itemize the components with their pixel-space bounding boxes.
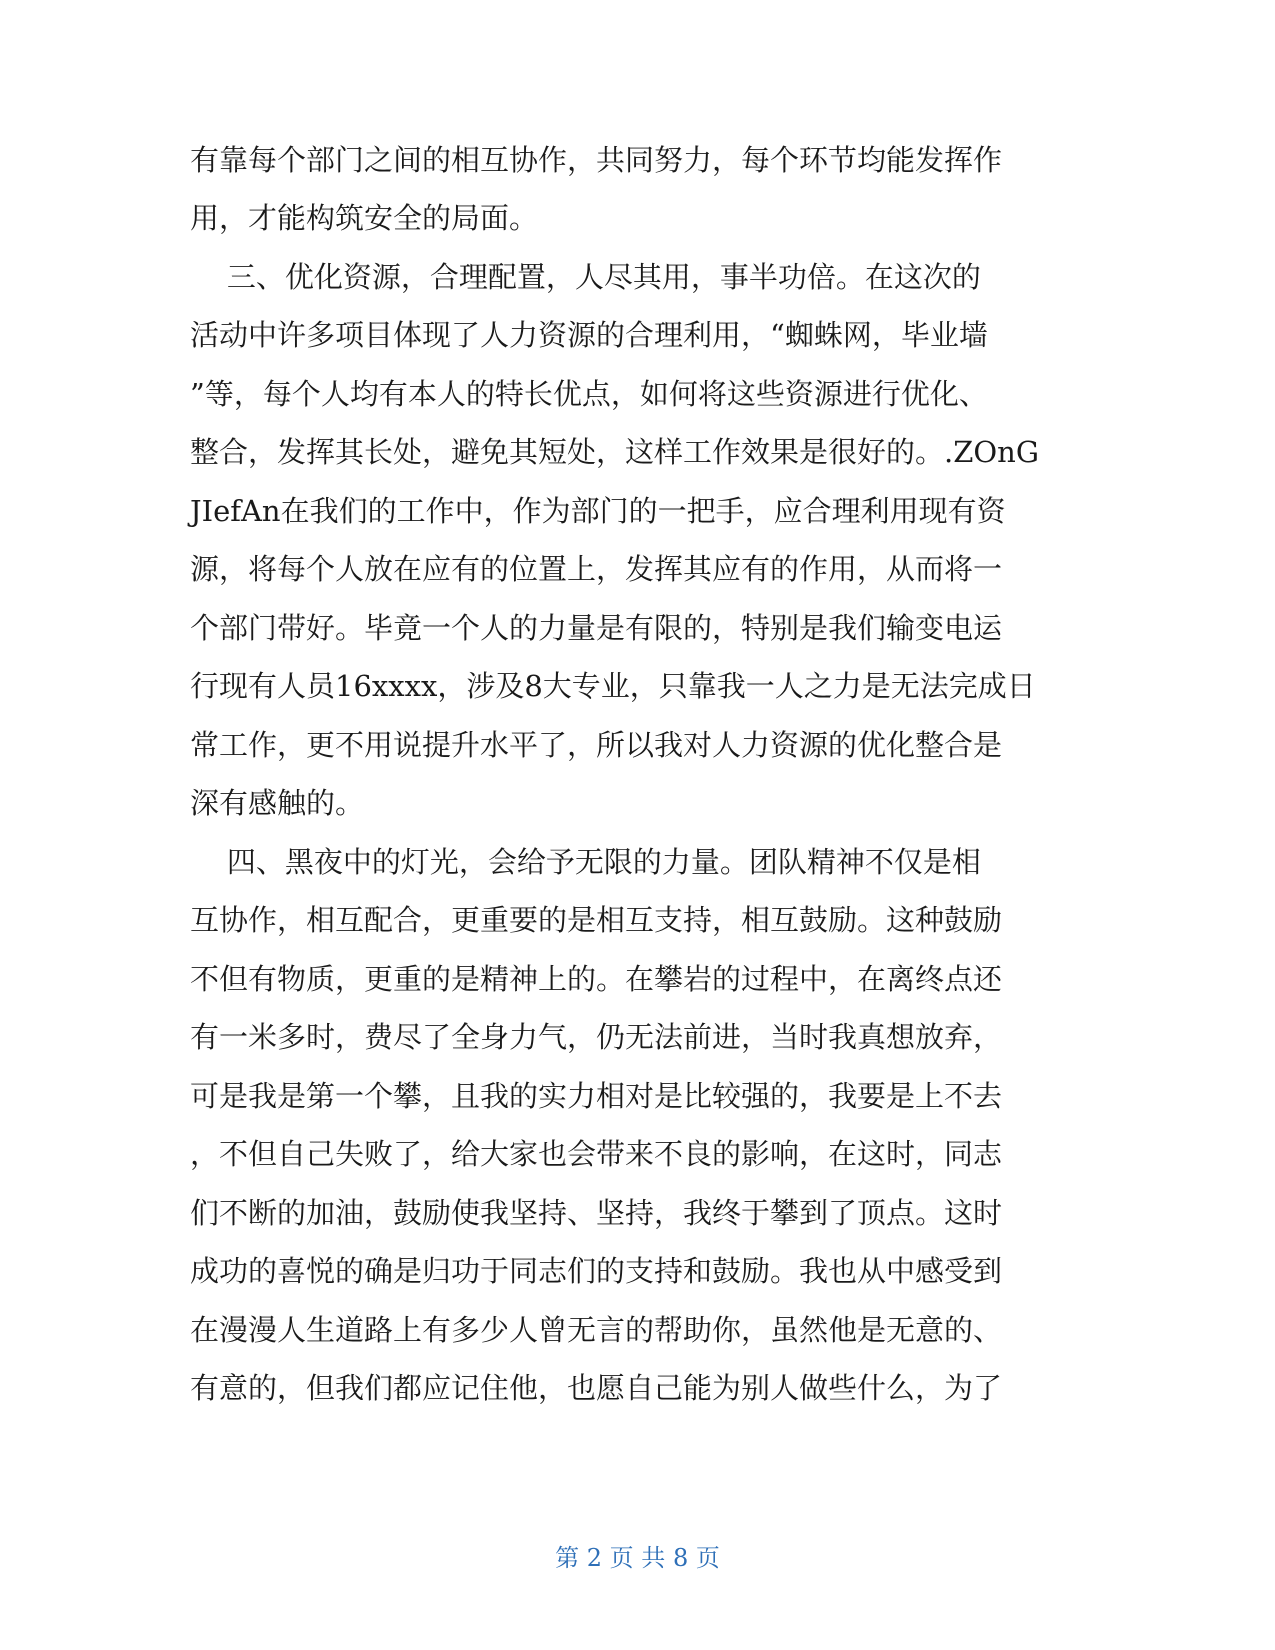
text-line: 在漫漫人生道路上有多少人曾无言的帮助你，虽然他是无意的、 [190,1313,1003,1347]
text-line: 活动中许多项目体现了人力资源的合理利用，“蜘蛛网，毕业墙 [190,318,988,352]
text-line: 个部门带好。毕竟一个人的力量是有限的，特别是我们输变电运 [190,611,1003,645]
text-line: 可是我是第一个攀，且我的实力相对是比较强的，我要是上不去 [190,1079,1003,1113]
text-line: 有一米多时，费尽了全身力气，仍无法前进，当时我真想放弃， [190,1020,1003,1054]
text-line: 深有感触的。 [190,786,365,820]
paragraph-3-start: 三、优化资源，合理配置，人尽其用，事半功倍。在这次的 [190,260,981,294]
paragraph-4-start: 四、黑夜中的灯光，会给予无限的力量。团队精神不仅是相 [190,845,981,879]
text-line: 互协作，相互配合，更重要的是相互支持，相互鼓励。这种鼓励 [190,903,1003,937]
text-line: 源，将每个人放在应有的位置上，发挥其应有的作用，从而将一 [190,552,1003,586]
text-line: 整合，发挥其长处，避免其短处，这样工作效果是很好的。.ZOnG [190,435,1039,469]
page-number-footer: 第 2 页 共 8 页 [555,1544,720,1572]
text-line: ，不但自己失败了，给大家也会带来不良的影响，在这时，同志 [190,1137,1003,1171]
text-line: 成功的喜悦的确是归功于同志们的支持和鼓励。我也从中感受到 [190,1254,1003,1288]
text-line: 行现有人员16xxxx，涉及8大专业，只靠我一人之力是无法完成日 [190,669,1036,703]
text-line: 用，才能构筑安全的局面。 [190,201,539,235]
text-line: 常工作，更不用说提升水平了，所以我对人力资源的优化整合是 [190,728,1003,762]
text-line: 不但有物质，更重的是精神上的。在攀岩的过程中，在离终点还 [190,962,1003,996]
text-line: 们不断的加油，鼓励使我坚持、坚持，我终于攀到了顶点。这时 [190,1196,1003,1230]
text-line: 有靠每个部门之间的相互协作，共同努力，每个环节均能发挥作 [190,143,1003,177]
text-line: JIefAn在我们的工作中，作为部门的一把手，应合理利用现有资 [190,494,1006,528]
text-line: 有意的，但我们都应记住他，也愿自己能为别人做些什么，为了 [190,1371,1003,1405]
text-line: ”等，每个人均有本人的特长优点，如何将这些资源进行优化、 [190,377,988,411]
